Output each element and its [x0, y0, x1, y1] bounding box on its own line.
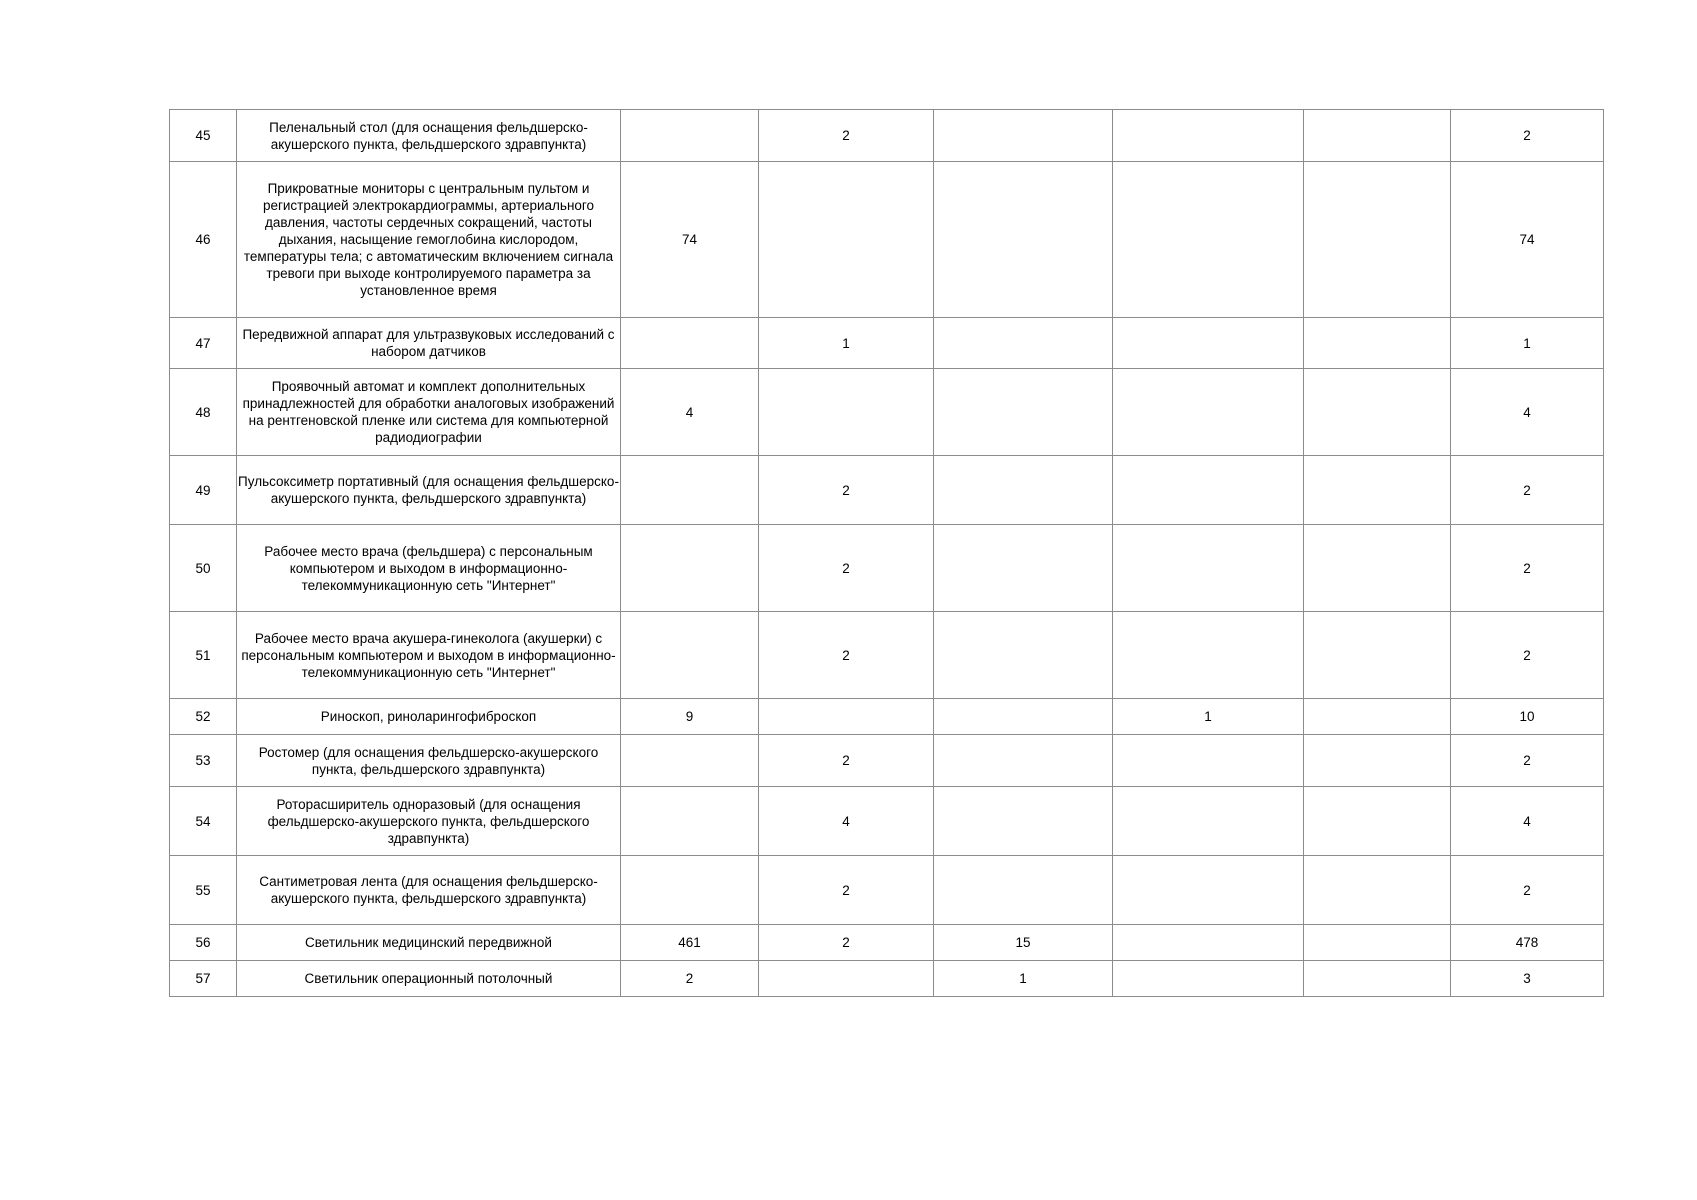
table-row	[170, 735, 1604, 787]
row-number-cell: 48	[170, 369, 237, 456]
table-row	[170, 787, 1604, 856]
quantity-total-cell: 2	[1451, 856, 1604, 925]
table-row	[170, 369, 1604, 456]
quantity-col4-cell	[1113, 456, 1304, 525]
equipment-name-cell: Риноскоп, риноларингофиброскоп	[237, 699, 621, 735]
quantity-col2-cell: 2	[759, 735, 934, 787]
table-row	[170, 318, 1604, 369]
quantity-col3-cell	[934, 787, 1113, 856]
quantity-col1-cell	[621, 456, 759, 525]
quantity-col3-cell	[934, 856, 1113, 925]
quantity-col5-cell	[1304, 735, 1451, 787]
row-number-cell: 57	[170, 961, 237, 997]
quantity-total-cell: 2	[1451, 456, 1604, 525]
table-row	[170, 110, 1604, 162]
quantity-col4-cell	[1113, 110, 1304, 162]
quantity-col5-cell	[1304, 699, 1451, 735]
quantity-col1-cell: 461	[621, 925, 759, 961]
equipment-name-cell: Роторасширитель одноразовый (для оснащения фельдшерско-акушерского пункта, фельдшерского здравпункта)	[237, 787, 621, 856]
row-number-cell: 50	[170, 525, 237, 612]
quantity-total-cell: 478	[1451, 925, 1604, 961]
quantity-col5-cell	[1304, 110, 1451, 162]
equipment-name-cell: Рабочее место врача акушера-гинеколога (акушерки) с персональным компьютером и выходом в информационно-телекоммуникационную сеть "Интернет"	[237, 612, 621, 699]
table-row	[170, 456, 1604, 525]
quantity-col3-cell	[934, 318, 1113, 369]
quantity-col3-cell: 15	[934, 925, 1113, 961]
quantity-col1-cell: 2	[621, 961, 759, 997]
quantity-col4-cell	[1113, 162, 1304, 318]
quantity-col5-cell	[1304, 856, 1451, 925]
quantity-col1-cell: 74	[621, 162, 759, 318]
table-row	[170, 612, 1604, 699]
table-row	[170, 525, 1604, 612]
quantity-total-cell: 74	[1451, 162, 1604, 318]
quantity-col4-cell	[1113, 612, 1304, 699]
quantity-col5-cell	[1304, 787, 1451, 856]
quantity-col3-cell	[934, 612, 1113, 699]
quantity-col4-cell	[1113, 856, 1304, 925]
quantity-total-cell: 2	[1451, 735, 1604, 787]
quantity-col3-cell	[934, 456, 1113, 525]
quantity-col1-cell: 4	[621, 369, 759, 456]
quantity-total-cell: 10	[1451, 699, 1604, 735]
quantity-col1-cell	[621, 318, 759, 369]
quantity-col4-cell	[1113, 787, 1304, 856]
quantity-col1-cell: 9	[621, 699, 759, 735]
quantity-col3-cell	[934, 525, 1113, 612]
quantity-col2-cell	[759, 961, 934, 997]
row-number-cell: 52	[170, 699, 237, 735]
quantity-col1-cell	[621, 787, 759, 856]
quantity-col3-cell	[934, 735, 1113, 787]
quantity-col5-cell	[1304, 318, 1451, 369]
quantity-col3-cell	[934, 110, 1113, 162]
quantity-col1-cell	[621, 110, 759, 162]
equipment-name-cell: Ростомер (для оснащения фельдшерско-акушерского пункта, фельдшерского здравпункта)	[237, 735, 621, 787]
equipment-name-cell: Рабочее место врача (фельдшера) с персональным компьютером и выходом в информационно-телекоммуникационную сеть "Интернет"	[237, 525, 621, 612]
quantity-col1-cell	[621, 735, 759, 787]
quantity-col2-cell: 2	[759, 612, 934, 699]
equipment-name-cell: Прикроватные мониторы с центральным пультом и регистрацией электрокардиограммы, артериального давления, частоты сердечных сокращений, частоты дыхания, насыщение гемоглобина кислородом, температуры тела; с автоматическим включением сигнала тревоги при выходе контролируемого параметра за установленное время	[237, 162, 621, 318]
quantity-col5-cell	[1304, 162, 1451, 318]
quantity-col2-cell: 2	[759, 525, 934, 612]
quantity-col4-cell	[1113, 925, 1304, 961]
row-number-cell: 47	[170, 318, 237, 369]
equipment-name-cell: Светильник операционный потолочный	[237, 961, 621, 997]
quantity-col5-cell	[1304, 525, 1451, 612]
equipment-name-cell: Передвижной аппарат для ультразвуковых исследований с набором датчиков	[237, 318, 621, 369]
row-number-cell: 49	[170, 456, 237, 525]
quantity-col2-cell: 2	[759, 110, 934, 162]
table-row	[170, 856, 1604, 925]
table-row	[170, 925, 1604, 961]
quantity-col4-cell: 1	[1113, 699, 1304, 735]
equipment-name-cell: Сантиметровая лента (для оснащения фельдшерско-акушерского пункта, фельдшерского здравпункта)	[237, 856, 621, 925]
quantity-col2-cell	[759, 699, 934, 735]
quantity-total-cell: 2	[1451, 110, 1604, 162]
quantity-col1-cell	[621, 525, 759, 612]
quantity-col2-cell	[759, 369, 934, 456]
table-row	[170, 961, 1604, 997]
table-body	[170, 110, 1604, 997]
quantity-col2-cell: 4	[759, 787, 934, 856]
quantity-col4-cell	[1113, 735, 1304, 787]
quantity-col3-cell	[934, 699, 1113, 735]
quantity-col5-cell	[1304, 961, 1451, 997]
quantity-total-cell: 2	[1451, 525, 1604, 612]
quantity-total-cell: 3	[1451, 961, 1604, 997]
row-number-cell: 56	[170, 925, 237, 961]
quantity-col4-cell	[1113, 525, 1304, 612]
table-row	[170, 162, 1604, 318]
quantity-col2-cell: 2	[759, 925, 934, 961]
quantity-col3-cell	[934, 162, 1113, 318]
quantity-total-cell: 2	[1451, 612, 1604, 699]
quantity-col1-cell	[621, 856, 759, 925]
equipment-name-cell: Пеленальный стол (для оснащения фельдшерско-акушерского пункта, фельдшерского здравпункта)	[237, 110, 621, 162]
quantity-col4-cell	[1113, 318, 1304, 369]
equipment-name-cell: Светильник медицинский передвижной	[237, 925, 621, 961]
row-number-cell: 46	[170, 162, 237, 318]
quantity-total-cell: 4	[1451, 369, 1604, 456]
quantity-col4-cell	[1113, 961, 1304, 997]
quantity-col2-cell: 1	[759, 318, 934, 369]
quantity-col2-cell	[759, 162, 934, 318]
row-number-cell: 55	[170, 856, 237, 925]
equipment-table	[169, 109, 1604, 997]
quantity-col5-cell	[1304, 925, 1451, 961]
quantity-col5-cell	[1304, 369, 1451, 456]
quantity-total-cell: 1	[1451, 318, 1604, 369]
quantity-total-cell: 4	[1451, 787, 1604, 856]
row-number-cell: 54	[170, 787, 237, 856]
row-number-cell: 53	[170, 735, 237, 787]
quantity-col3-cell	[934, 369, 1113, 456]
quantity-col4-cell	[1113, 369, 1304, 456]
quantity-col5-cell	[1304, 456, 1451, 525]
row-number-cell: 45	[170, 110, 237, 162]
table-row	[170, 699, 1604, 735]
quantity-col2-cell: 2	[759, 856, 934, 925]
quantity-col5-cell	[1304, 612, 1451, 699]
quantity-col2-cell: 2	[759, 456, 934, 525]
quantity-col3-cell: 1	[934, 961, 1113, 997]
quantity-col1-cell	[621, 612, 759, 699]
equipment-name-cell: Проявочный автомат и комплект дополнительных принадлежностей для обработки аналоговых изображений на рентгеновской пленке или система для компьютерной радиодиографии	[237, 369, 621, 456]
equipment-name-cell: Пульсоксиметр портативный (для оснащения фельдшерско-акушерского пункта, фельдшерского здравпункта)	[237, 456, 621, 525]
row-number-cell: 51	[170, 612, 237, 699]
